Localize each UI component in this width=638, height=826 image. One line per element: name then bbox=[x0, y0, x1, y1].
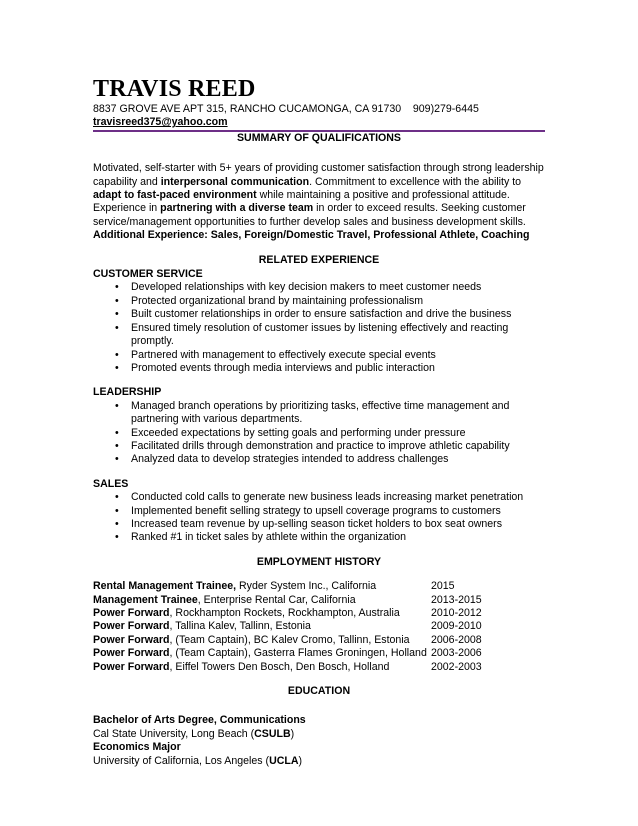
list-item bbox=[93, 295, 545, 308]
job-role: Power Forward bbox=[93, 660, 170, 673]
list-item bbox=[93, 362, 545, 375]
bullet-icon: • bbox=[115, 361, 119, 374]
bullet-icon: • bbox=[115, 453, 119, 466]
degree-1: Bachelor of Arts Degree, Communications bbox=[93, 714, 306, 727]
job-years: 2002-2003 bbox=[431, 660, 482, 673]
sales-list bbox=[93, 491, 545, 545]
employment-history-title: EMPLOYMENT HISTORY bbox=[256, 555, 382, 568]
education-block bbox=[93, 714, 545, 768]
sales-heading: SALES bbox=[93, 477, 129, 490]
job-employer: , Eiffel Towers Den Bosch, Den Bosch, Holland bbox=[169, 660, 390, 673]
school-2 bbox=[93, 755, 545, 768]
summary-title: SUMMARY OF QUALIFICATIONS bbox=[236, 131, 401, 144]
list-item bbox=[93, 322, 545, 349]
bullet-icon: • bbox=[115, 517, 119, 530]
related-experience-title: RELATED EXPERIENCE bbox=[258, 253, 380, 266]
job-role: Power Forward bbox=[93, 633, 170, 646]
job-years: 2015 bbox=[431, 580, 455, 593]
list-item-text: Conducted cold calls to generate new business leads increasing market penetration bbox=[131, 491, 524, 504]
job-years: 2010-2012 bbox=[431, 607, 482, 619]
job-years: 2006-2008 bbox=[431, 633, 482, 646]
job-row bbox=[93, 607, 545, 620]
job-role: Management Trainee bbox=[93, 593, 198, 606]
degree-2: Economics Major bbox=[93, 741, 181, 754]
job-row bbox=[93, 594, 545, 607]
job-row bbox=[93, 661, 545, 674]
job-role: Power Forward bbox=[93, 647, 170, 660]
list-item bbox=[93, 518, 545, 531]
additional-experience: Additional Experience: Sales, Foreign/Domestic Travel, Professional Athlete, Coaching bbox=[93, 229, 530, 242]
bullet-icon: • bbox=[115, 281, 119, 294]
list-item-text: Analyzed data to develop strategies intended to address challenges bbox=[131, 453, 449, 466]
job-years: 2009-2010 bbox=[431, 620, 482, 633]
leadership-heading: LEADERSHIP bbox=[93, 386, 162, 399]
list-item-text: Partnered with management to effectively execute special events bbox=[131, 348, 436, 361]
list-item-text: Exceeded expectations by setting goals and performing under pressure bbox=[131, 426, 466, 439]
school-2-paren: ) bbox=[298, 754, 303, 767]
list-item-text: Ensured timely resolution of customer issues by listening effectively and reacting promptly. bbox=[131, 321, 509, 348]
summary-text-2: . Commitment to excellence with the ability to bbox=[309, 175, 522, 188]
summary-text-4: in order to exceed results. Seeking customer service/management opportunities to further develop sales and business development skills. bbox=[93, 202, 526, 228]
bullet-icon: • bbox=[115, 531, 119, 544]
summary-paragraph bbox=[93, 162, 545, 242]
job-years: 2013-2015 bbox=[431, 593, 482, 606]
bullet-icon: • bbox=[115, 439, 119, 452]
list-item bbox=[93, 505, 545, 518]
job-employer: Ryder System Inc., California bbox=[236, 580, 377, 593]
summary-text-3: while maintaining a positive and professional attitude. Experience in bbox=[93, 189, 510, 215]
list-item bbox=[93, 531, 545, 544]
school-1-paren: ) bbox=[290, 727, 295, 740]
resume-page bbox=[93, 76, 545, 768]
bullet-icon: • bbox=[115, 504, 119, 517]
job-employer: , (Team Captain), Gasterra Flames Groningen, Holland bbox=[169, 647, 427, 660]
list-item-text: Facilitated drills through demonstration and practice to improve athletic capability bbox=[131, 439, 510, 452]
list-item bbox=[93, 440, 545, 453]
list-item-text: Ranked #1 in ticket sales by athlete within the organization bbox=[131, 531, 407, 544]
job-row bbox=[93, 647, 545, 660]
job-row bbox=[93, 580, 545, 593]
list-item-text: Protected organizational brand by maintaining professionalism bbox=[131, 294, 424, 307]
school-2-abbr: UCLA bbox=[269, 754, 299, 767]
job-row bbox=[93, 634, 545, 647]
list-item-text: Developed relationships with key decision makers to meet customer needs bbox=[131, 281, 482, 294]
job-employer: , Tallina Kalev, Tallinn, Estonia bbox=[169, 620, 311, 633]
list-item-text: Implemented benefit selling strategy to upsell coverage programs to customers bbox=[131, 504, 501, 517]
job-employer: , Rockhampton Rockets, Rockhampton, Australia bbox=[169, 607, 400, 619]
school-1 bbox=[93, 728, 545, 741]
summary-bold-2: adapt to fast-paced environment bbox=[93, 189, 257, 202]
bullet-icon: • bbox=[115, 321, 119, 334]
bullet-icon: • bbox=[115, 399, 119, 412]
list-item bbox=[93, 349, 545, 362]
list-item bbox=[93, 308, 545, 321]
list-item bbox=[93, 281, 545, 294]
bullet-icon: • bbox=[115, 348, 119, 361]
list-item bbox=[93, 453, 545, 466]
list-item-text: Increased team revenue by up-selling season ticket holders to box seat owners bbox=[131, 517, 502, 530]
summary-text-1: Motivated, self-starter with 5+ years of providing customer satisfaction through strong leadership capability and bbox=[93, 162, 544, 188]
summary-bold-1: interpersonal communication bbox=[160, 175, 310, 188]
job-row bbox=[93, 620, 545, 633]
job-role: Power Forward bbox=[93, 607, 170, 619]
candidate-name: TRAVIS REED bbox=[93, 76, 256, 102]
email-link[interactable]: travisreed375@yahoo.com bbox=[93, 116, 228, 129]
bullet-icon: • bbox=[115, 491, 119, 504]
list-item-text: Promoted events through media interviews and public interaction bbox=[131, 361, 435, 374]
bullet-icon: • bbox=[115, 308, 119, 321]
job-role: Rental Management Trainee, bbox=[93, 580, 237, 593]
list-item bbox=[93, 491, 545, 504]
customer-service-list bbox=[93, 281, 545, 375]
employment-list bbox=[93, 580, 545, 674]
address-line: 8837 GROVE AVE APT 315, RANCHO CUCAMONGA, CA 91730 909)279-6445 bbox=[93, 103, 479, 115]
job-employer: , Enterprise Rental Car, California bbox=[197, 593, 356, 606]
leadership-list bbox=[93, 400, 545, 467]
school-2-name: University of California, Los Angeles ( bbox=[93, 754, 270, 767]
bullet-icon: • bbox=[115, 294, 119, 307]
job-employer: , (Team Captain), BC Kalev Cromo, Tallinn, Estonia bbox=[169, 633, 410, 646]
school-1-name: Cal State University, Long Beach ( bbox=[93, 727, 255, 740]
list-item bbox=[93, 400, 545, 427]
job-role: Power Forward bbox=[93, 620, 170, 633]
list-item bbox=[93, 427, 545, 440]
bullet-icon: • bbox=[115, 426, 119, 439]
school-1-abbr: CSULB bbox=[254, 727, 291, 740]
customer-service-heading: CUSTOMER SERVICE bbox=[93, 268, 203, 281]
job-years: 2003-2006 bbox=[431, 647, 482, 660]
list-item-text: Built customer relationships in order to ensure satisfaction and drive the business bbox=[131, 308, 512, 321]
summary-bold-3: partnering with a diverse team bbox=[160, 202, 314, 215]
list-item-text: Managed branch operations by prioritizing tasks, effective time management and partnering with various departments. bbox=[131, 399, 510, 426]
education-title: EDUCATION bbox=[287, 685, 351, 698]
